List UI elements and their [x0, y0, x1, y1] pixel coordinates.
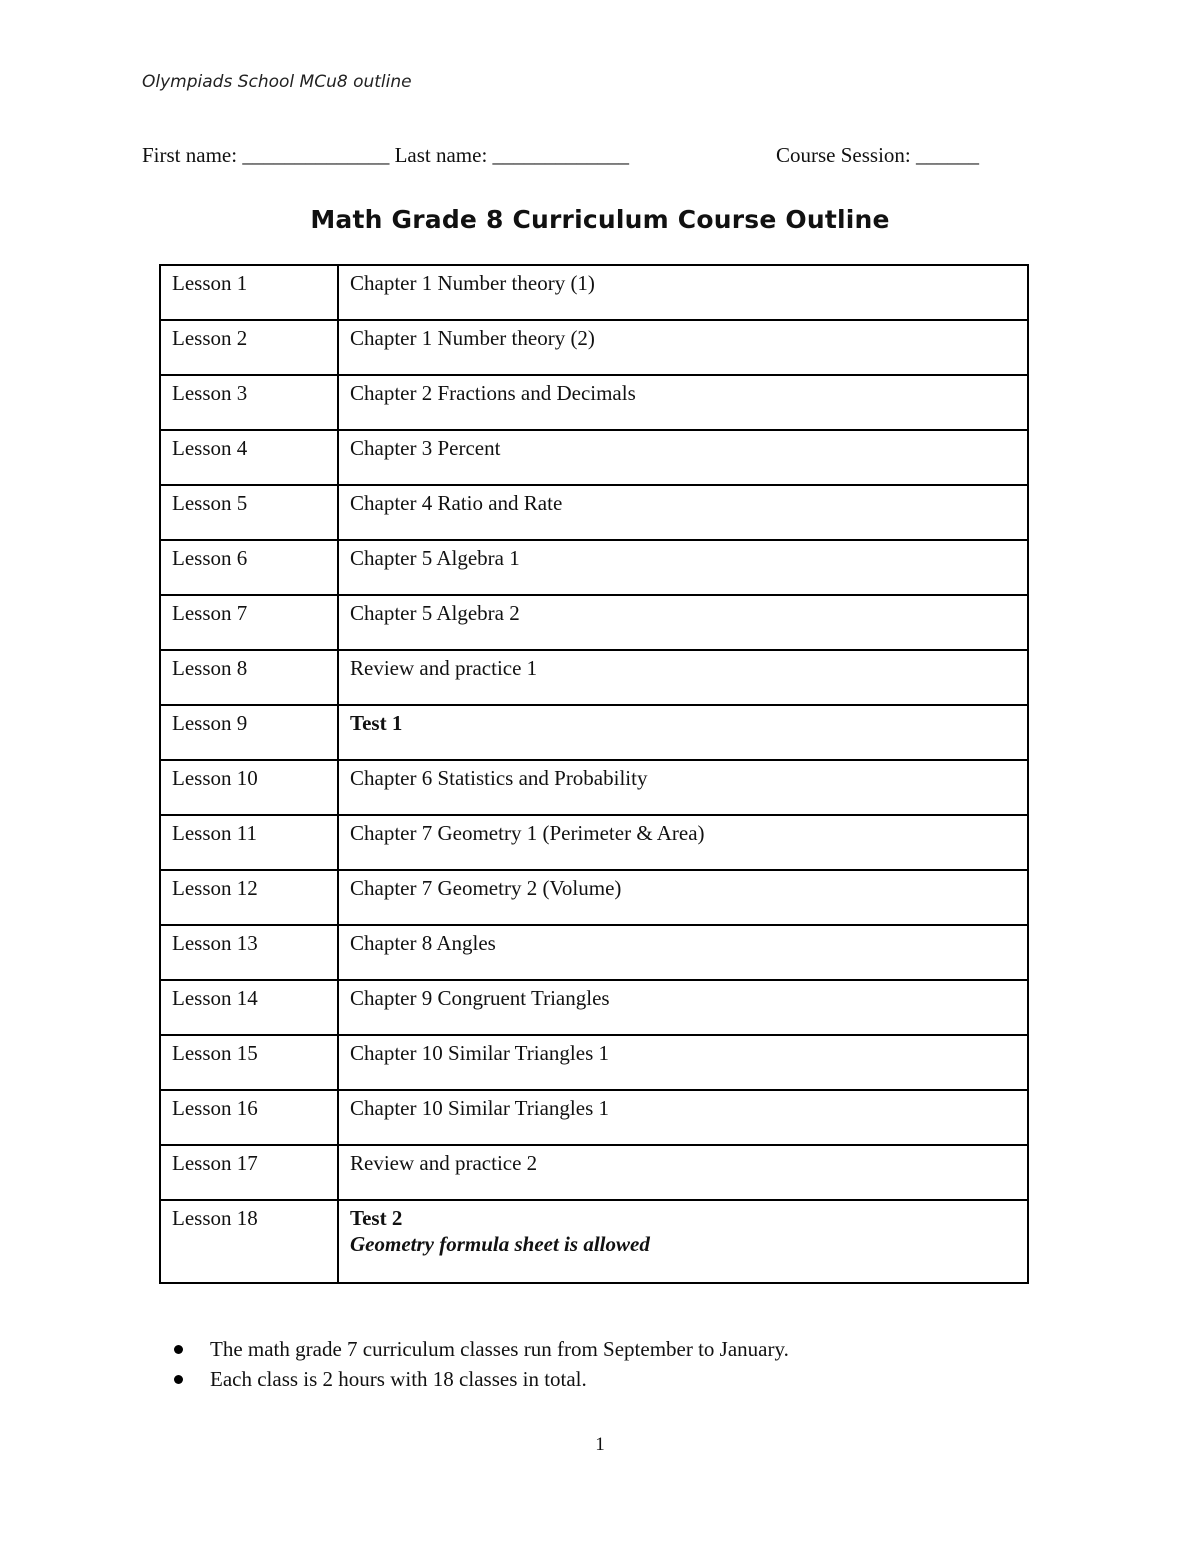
table-row	[160, 705, 1028, 760]
note-text: The math grade 7 curriculum classes run from September to January.	[210, 1337, 789, 1361]
lesson-cell: Lesson 4	[160, 430, 338, 485]
lesson-cell: Lesson 11	[160, 815, 338, 870]
topic-cell: Chapter 3 Percent	[338, 430, 1028, 485]
course-outline-table	[159, 264, 1029, 1284]
table-row	[160, 650, 1028, 705]
lesson-cell: Lesson 18	[160, 1200, 338, 1283]
bullet-icon	[174, 1375, 183, 1384]
topic-cell: Chapter 7 Geometry 1 (Perimeter & Area)	[338, 815, 1028, 870]
lesson-cell: Lesson 13	[160, 925, 338, 980]
table-row	[160, 1090, 1028, 1145]
note-text: Each class is 2 hours with 18 classes in total.	[210, 1367, 587, 1391]
topic-cell: Chapter 4 Ratio and Rate	[338, 485, 1028, 540]
table-row	[160, 815, 1028, 870]
topic-cell: Chapter 2 Fractions and Decimals	[338, 375, 1028, 430]
table-row	[160, 320, 1028, 375]
page-number: 1	[595, 1434, 605, 1455]
topic-cell: Review and practice 1	[338, 650, 1028, 705]
topic-cell: Chapter 1 Number theory (2)	[338, 320, 1028, 375]
table-row	[160, 870, 1028, 925]
table-row	[160, 595, 1028, 650]
table-row	[160, 430, 1028, 485]
name-fields: First name: ______________ Last name: _____________	[142, 143, 630, 167]
bullet-icon	[174, 1345, 183, 1354]
course-session-field: Course Session: ______	[776, 143, 980, 167]
table-row	[160, 760, 1028, 815]
lesson-cell: Lesson 10	[160, 760, 338, 815]
document-header: Olympiads School MCu8 outline	[142, 72, 412, 92]
page-title: Math Grade 8 Curriculum Course Outline	[310, 205, 890, 234]
list-item	[172, 1364, 789, 1394]
lesson-cell: Lesson 2	[160, 320, 338, 375]
table-row	[160, 375, 1028, 430]
test-note: Geometry formula sheet is allowed	[350, 1232, 650, 1256]
topic-cell: Chapter 7 Geometry 2 (Volume)	[338, 870, 1028, 925]
lesson-cell: Lesson 14	[160, 980, 338, 1035]
table-row	[160, 1200, 1028, 1283]
test-title: Test 2	[350, 1206, 403, 1230]
table-row	[160, 540, 1028, 595]
lesson-cell: Lesson 3	[160, 375, 338, 430]
lesson-cell: Lesson 15	[160, 1035, 338, 1090]
table-row	[160, 1145, 1028, 1200]
topic-cell: Chapter 5 Algebra 1	[338, 540, 1028, 595]
topic-cell: Chapter 1 Number theory (1)	[338, 265, 1028, 320]
lesson-cell: Lesson 7	[160, 595, 338, 650]
table-row	[160, 265, 1028, 320]
lesson-cell: Lesson 6	[160, 540, 338, 595]
lesson-cell: Lesson 1	[160, 265, 338, 320]
notes-list	[172, 1334, 789, 1394]
lesson-cell: Lesson 17	[160, 1145, 338, 1200]
lesson-cell: Lesson 16	[160, 1090, 338, 1145]
topic-cell: Review and practice 2	[338, 1145, 1028, 1200]
table-row	[160, 485, 1028, 540]
topic-cell-test	[338, 1200, 1028, 1283]
table-row	[160, 980, 1028, 1035]
table-row	[160, 1035, 1028, 1090]
topic-cell: Chapter 10 Similar Triangles 1	[338, 1090, 1028, 1145]
topic-cell: Chapter 9 Congruent Triangles	[338, 980, 1028, 1035]
topic-cell: Chapter 6 Statistics and Probability	[338, 760, 1028, 815]
lesson-cell: Lesson 12	[160, 870, 338, 925]
topic-cell: Chapter 8 Angles	[338, 925, 1028, 980]
lesson-cell: Lesson 9	[160, 705, 338, 760]
list-item	[172, 1334, 789, 1364]
lesson-cell: Lesson 8	[160, 650, 338, 705]
topic-cell-test: Test 1	[338, 705, 1028, 760]
table-row	[160, 925, 1028, 980]
topic-cell: Chapter 10 Similar Triangles 1	[338, 1035, 1028, 1090]
topic-cell: Chapter 5 Algebra 2	[338, 595, 1028, 650]
lesson-cell: Lesson 5	[160, 485, 338, 540]
